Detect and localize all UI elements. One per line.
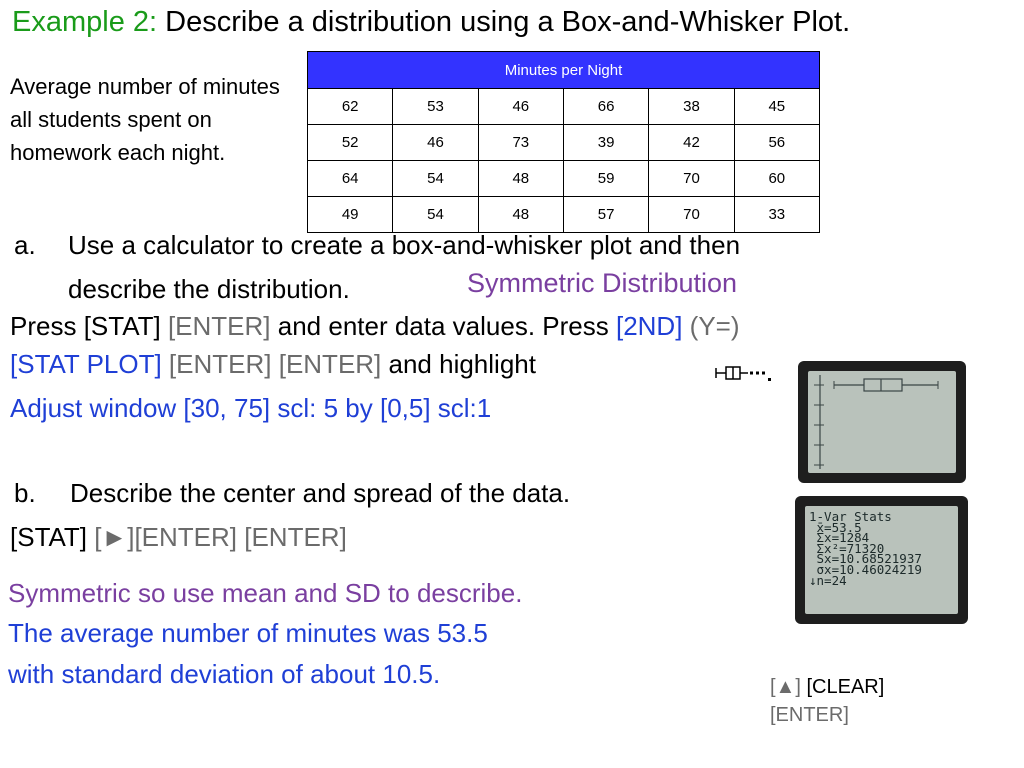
instruction-line2 — [10, 349, 536, 380]
table-cell: 48 — [478, 197, 563, 233]
table-cell: 56 — [734, 125, 819, 161]
screen — [808, 371, 956, 473]
table-cell: 70 — [649, 161, 734, 197]
stat-line: σx=10.46024219 — [809, 561, 922, 577]
stat-line: x̄=53.5 — [809, 519, 862, 535]
stat-plot-key: [STAT PLOT] — [10, 349, 162, 379]
instruction-line1 — [10, 311, 740, 342]
table-cell: 66 — [563, 89, 648, 125]
table-cell: 62 — [308, 89, 393, 125]
table-cell: 46 — [478, 89, 563, 125]
answer-line3: with standard deviation of about 10.5. — [8, 659, 441, 689]
arrow-enter-keys: [►][ENTER] [ENTER] — [94, 522, 347, 552]
stat-key-b: [STAT] — [10, 522, 95, 552]
table-cell: 60 — [734, 161, 819, 197]
screen — [805, 506, 958, 614]
clear-keys — [770, 676, 884, 699]
yeq-key: (Y=) — [682, 311, 740, 341]
table-cell: 57 — [563, 197, 648, 233]
table-cell: 39 — [563, 125, 648, 161]
table-row — [308, 161, 820, 197]
table-cell: 48 — [478, 161, 563, 197]
table-cell: 52 — [308, 125, 393, 161]
stat-line: Σx=1284 — [809, 530, 870, 546]
press-text: Press — [10, 311, 84, 341]
stat-line: ↓n=24 — [809, 572, 847, 588]
table-cell: 59 — [563, 161, 648, 197]
page-title — [12, 6, 850, 39]
table-cell: 45 — [734, 89, 819, 125]
part-a-question-line2: describe the distribution. — [68, 274, 350, 304]
table-cell: 53 — [393, 89, 478, 125]
answer-line2: The average number of minutes was 53.5 — [8, 618, 488, 648]
part-a-answer: Symmetric Distribution — [467, 268, 738, 298]
answer-line1: Symmetric so use mean and SD to describe. — [8, 578, 523, 608]
part-b-letter: b. — [14, 478, 36, 508]
boxplot-icon — [712, 362, 774, 384]
stat-line: Σx²=71320 — [809, 540, 885, 556]
table-cell: 73 — [478, 125, 563, 161]
clear-key: [CLEAR] — [800, 676, 885, 698]
up-key: [▲] — [770, 676, 801, 698]
window-settings: Adjust window [30, 75] scl: 5 by [0,5] scl:1 — [10, 393, 492, 423]
enter-key: [ENTER] — [167, 311, 271, 341]
title-text: Describe a distribution using a Box-and-Whisker Plot. — [157, 6, 851, 38]
enter-key-final: [ENTER] — [770, 704, 849, 726]
table-cell: 70 — [649, 197, 734, 233]
calculator-stats-screen — [795, 496, 968, 624]
table-cell: 54 — [393, 161, 478, 197]
table-cell: 49 — [308, 197, 393, 233]
table-header: Minutes per Night — [308, 52, 820, 89]
table-row — [308, 89, 820, 125]
stat-line: 1-Var Stats — [809, 509, 892, 524]
stat-line: Sx=10.68521937 — [809, 551, 922, 567]
data-table — [307, 51, 820, 233]
stat-key: [STAT] — [83, 311, 168, 341]
table-cell: 46 — [393, 125, 478, 161]
table-row — [308, 125, 820, 161]
table-cell: 38 — [649, 89, 734, 125]
boxplot-graph — [808, 371, 956, 473]
table-cell: 33 — [734, 197, 819, 233]
table-cell: 42 — [649, 125, 734, 161]
data-description: Average number of minutes all students spent on homework each night. — [10, 74, 280, 165]
table-row — [308, 197, 820, 233]
stat-keys-line — [10, 522, 347, 553]
part-a-letter: a. — [14, 230, 36, 260]
part-a-question-line1: Use a calculator to create a box-and-whisker plot and then — [68, 230, 741, 260]
title-prefix: Example 2: — [12, 6, 158, 38]
highlight-text: and highlight — [381, 349, 536, 379]
table-cell: 54 — [393, 197, 478, 233]
and-enter-text: and enter data values. Press — [270, 311, 616, 341]
calculator-boxplot-screen — [798, 361, 966, 483]
part-b-question: Describe the center and spread of the data. — [70, 478, 571, 508]
one-var-stats-output — [809, 509, 922, 588]
second-key: [2ND] — [615, 311, 683, 341]
enter-enter-keys: [ENTER] [ENTER] — [161, 349, 382, 379]
table-cell: 64 — [308, 161, 393, 197]
